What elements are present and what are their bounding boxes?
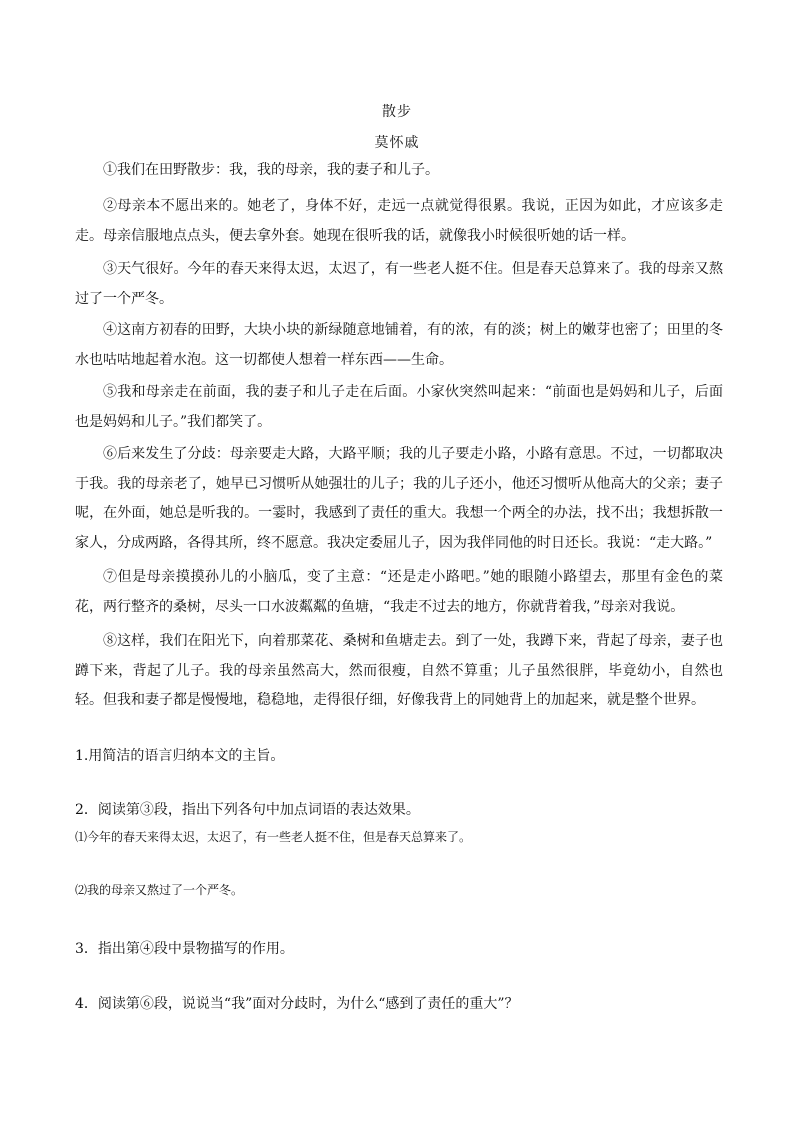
question-2: 2．阅读第③段，指出下列各句中加点词语的表达效果。 [75,802,420,818]
article-title: 散步 [382,104,412,120]
paragraph-1: ①我们在田野散步：我，我的母亲，我的妻子和儿子。 [103,162,439,178]
paragraph-7: ⑦但是母亲摸摸孙儿的小脑瓜，变了主意：“还是走小路吧。”她的眼随小路望去，那里有金色的菜花，两行整齐的桑树，尽头一口水波粼粼的鱼塘，“我走不过去的地方，你就背着我，”母亲对我说。 [75,569,723,615]
article-author: 莫怀戚 [374,135,420,151]
paragraph-3: ③天气很好。今年的春天来得太迟，太迟了，有一些老人挺不住。但是春天总算来了。我的母亲又熬过了一个严冬。 [75,261,723,307]
question-1: 1.用简洁的语言归纳本文的主旨。 [75,748,285,764]
paragraph-4: ④这南方初春的田野，大块小块的新绿随意地铺着，有的浓，有的淡；树上的嫩芽也密了；田里的冬水也咕咕地起着水泡。这一切都使人想着一样东西——生命。 [75,322,723,368]
paragraph-2: ②母亲本不愿出来的。她老了，身体不好，走远一点就觉得很累。我说，正因为如此，才应该多走走。母亲信服地点点头，便去拿外套。她现在很听我的话，就像我小时候很听她的话一样。 [75,198,723,244]
paragraph-8: ⑧这样，我们在阳光下，向着那菜花、桑树和鱼塘走去。到了一处，我蹲下来，背起了母亲，妻子也蹲下来，背起了儿子。我的母亲虽然高大，然而很瘦，自然不算重；儿子虽然很胖，毕竟幼小，自然也轻。但我和妻子都是慢慢地，稳稳地，走得很仔细，好像我背上的同她背上的加起来，就是整个世界。 [75,633,723,708]
paragraph-5: ⑤我和母亲走在前面，我的妻子和儿子走在后面。小家伙突然叫起来：“前面也是妈妈和儿子，后面也是妈妈和儿子。”我们都笑了。 [75,384,723,430]
question-2-item-2: ⑵我的母亲又熬过了一个严冬。 [75,883,244,897]
paragraph-6: ⑥后来发生了分歧：母亲要走大路，大路平顺；我的儿子要走小路，小路有意思。不过，一切都取决于我。我的母亲老了，她早已习惯听从她强壮的儿子；我的儿子还小，他还习惯听从他高大的父亲；妻子呢，在外面，她总是听我的。一霎时，我感到了责任的重大。我想一个两全的办法，找不出；我想拆散一家人，分成两路，各得其所，终不愿意。我决定委屈儿子，因为我伴同他的时日还长。我说：“走大路。” [75,446,723,551]
question-4: 4．阅读第⑥段，说说当“我”面对分歧时，为什么“感到了责任的重大”？ [75,996,519,1012]
question-2-item-1: ⑴今年的春天来得太迟，太迟了，有一些老人挺不住，但是春天总算来了。 [75,830,472,844]
question-3: 3．指出第④段中景物描写的作用。 [75,941,294,957]
